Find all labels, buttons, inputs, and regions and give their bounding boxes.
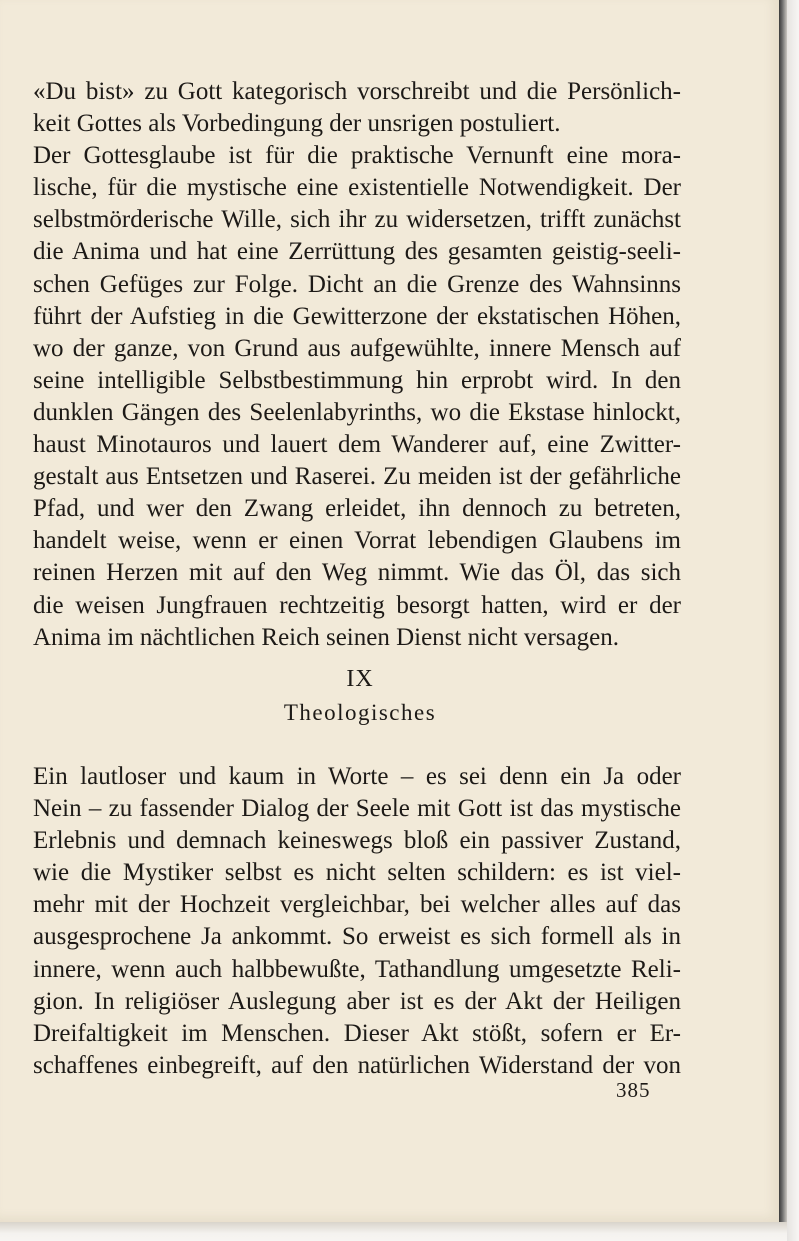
- text-line: lische, für die mystische eine existentielle Notwendigkeit. Der: [33, 174, 681, 202]
- text-line: Dreifaltigkeit im Menschen. Dieser Akt stößt, sofern er Er-: [33, 1019, 681, 1047]
- text-block-top: [33, 76, 681, 654]
- text-line: gion. In religiöser Auslegung aber ist es der Akt der Heiligen: [33, 987, 681, 1015]
- text-line: reinen Herzen mit auf den Weg nimmt. Wie das Öl, das sich: [33, 559, 681, 587]
- text-line: Der Gottesglaube ist für die praktische Vernunft eine mora-: [33, 142, 681, 170]
- scan-background-right: [787, 0, 799, 1241]
- text-line: innere, wenn auch halbbewußte, Tathandlung umgesetzte Reli-: [33, 955, 681, 983]
- text-line: Erlebnis und demnach keineswegs bloß ein passiver Zustand,: [33, 827, 681, 855]
- text-line: haust Minotauros und lauert dem Wanderer auf, eine Zwitter-: [33, 431, 681, 459]
- text-line: die weisen Jungfrauen rechtzeitig besorgt hatten, wird er der: [33, 591, 681, 619]
- text-line: handelt weise, wenn er einen Vorrat lebendigen Glaubens im: [33, 527, 681, 555]
- text-block-bottom: [33, 761, 681, 1082]
- text-line: führt der Aufstieg in die Gewitterzone der ekstatischen Höhen,: [33, 302, 681, 330]
- text-line: selbstmörderische Wille, sich ihr zu widersetzen, trifft zunächst: [33, 206, 681, 234]
- text-line: Ein lautloser und kaum in Worte – es sei denn ein Ja oder: [33, 763, 681, 790]
- text-line: mehr mit der Hochzeit vergleichbar, bei welcher alles auf das: [33, 891, 681, 919]
- chapter-title: Theologisches: [283, 700, 437, 725]
- text-line: ausgesprochene Ja ankommt. So erweist es sich formell als in: [33, 923, 681, 951]
- scan-background-bottom: [0, 1222, 787, 1241]
- text-line: die Anima und hat eine Zerrüttung des gesamten geistig-seeli-: [33, 238, 681, 266]
- text-line: Anima im nächtlichen Reich seinen Dienst nicht versagen.: [33, 623, 619, 651]
- page-edge-shadow: [779, 0, 787, 1222]
- text-line: dunklen Gängen des Seelenlabyrinths, wo die Ekstase hinlockt,: [33, 398, 681, 426]
- text-line: gestalt aus Entsetzen und Raserei. Zu meiden ist der gefährliche: [33, 463, 681, 491]
- text-line: schaffenes einbegreift, auf den natürlichen Widerstand der von: [33, 1051, 681, 1079]
- text-line: «Du bist» zu Gott kategorisch vorschreibt und die Persönlich-: [33, 78, 681, 105]
- text-line: Pfad, und wer den Zwang erleidet, ihn dennoch zu betreten,: [33, 495, 681, 523]
- text-line: Nein – zu fassender Dialog der Seele mit Gott ist das mystische: [33, 795, 681, 823]
- text-line: wie die Mystiker selbst es nicht selten schildern: es ist viel-: [33, 859, 681, 887]
- text-line: keit Gottes als Vorbedingung der unsrigen postuliert.: [33, 110, 561, 138]
- chapter-number: IX: [346, 666, 374, 692]
- text-line: schen Gefüges zur Folge. Dicht an die Grenze des Wahnsinns: [33, 270, 681, 298]
- text-line: wo der ganze, von Grund aus aufgewühlte, innere Mensch auf: [33, 334, 681, 362]
- text-line: seine intelligible Selbstbestimmung hin erprobt wird. In den: [33, 366, 681, 394]
- page-number: 385: [616, 1078, 651, 1102]
